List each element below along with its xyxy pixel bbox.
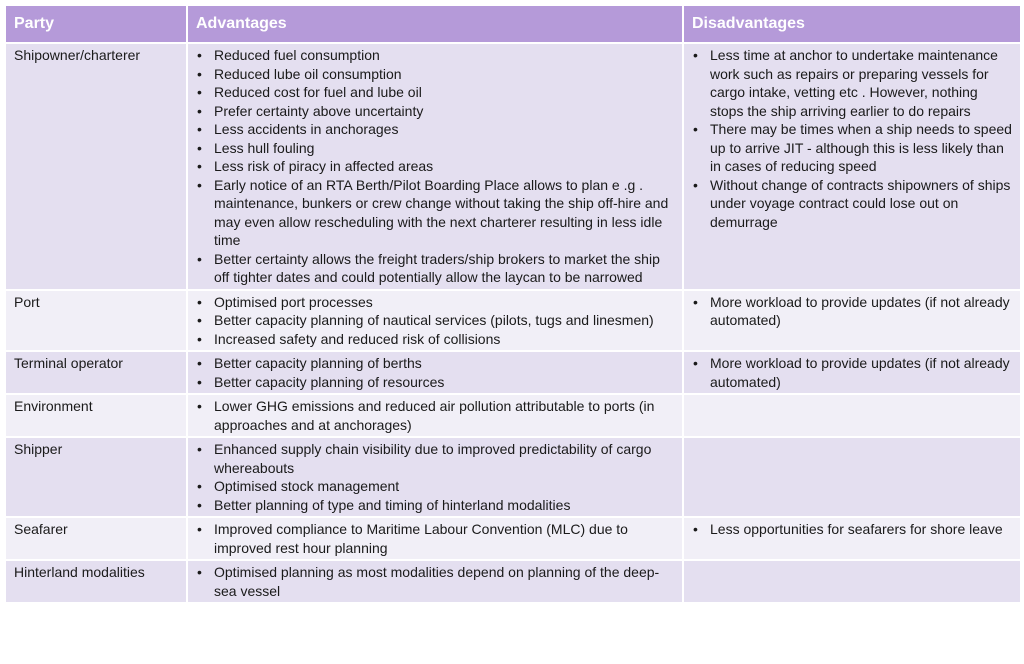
list-item-text: Less accidents in anchorages [214,121,399,137]
bullet-icon: • [197,84,202,100]
disadvantages-list [692,354,1012,391]
list-item [692,176,1012,232]
bullet-icon: • [197,139,202,156]
list-item [196,311,674,330]
list-item [196,563,674,600]
advantages-list [196,563,674,600]
disadvantages-cell [683,351,1021,394]
list-item-text: Enhanced supply chain visibility due to improved predictability of cargo whereabouts [214,441,652,476]
bullet-icon: • [197,176,202,193]
list-item-text: Better capacity planning of nautical services (pilots, tugs and linesmen) [214,312,654,328]
bullet-icon: • [197,250,202,267]
list-item [196,83,674,102]
list-item-text: Reduced lube oil consumption [214,65,402,82]
bullet-icon: • [197,158,202,174]
table-row [5,43,1021,290]
list-item-text: Better capacity planning of resources [214,373,445,390]
bullet-icon: • [693,176,698,193]
bullet-icon: • [693,293,698,310]
list-item-text: Without change of contracts shipowners of ships under voyage contract could lose out on demurrage [710,176,1011,230]
header-row [5,5,1021,43]
list-item-text: Optimised port processes [214,293,373,310]
bullet-icon: • [197,330,202,347]
list-item-text: Less time at anchor to undertake maintenance work such as repairs or preparing vessels for cargo intake, vetting etc . However, nothing stops the ship arriving earlier to do repairs [710,47,998,119]
advantages-cell [187,290,683,352]
bullet-icon: • [197,355,202,371]
list-item-text: Prefer certainty above uncertainty [214,102,424,119]
bullet-icon: • [197,478,202,494]
list-item [196,354,674,373]
list-item-text: Improved compliance to Maritime Labour Convention (MLC) due to improved rest hour planning [214,521,628,556]
list-item [196,120,674,139]
comparison-table [4,4,1022,604]
list-item [196,330,674,349]
bullet-icon: • [197,441,202,457]
list-item-text: Less hull fouling [214,139,315,156]
list-item-text: There may be times when a ship needs to speed up to arrive JIT - although this is less likely than in cases of reducing speed [710,121,1012,174]
table-row [5,437,1021,517]
bullet-icon: • [197,121,202,137]
list-item [196,293,674,312]
list-item-text: Reduced fuel consumption [214,47,380,63]
bullet-icon: • [197,521,202,537]
party-cell: Seafarer [5,517,187,560]
disadvantages-cell [683,437,1021,517]
advantages-cell [187,43,683,290]
bullet-icon: • [197,65,202,82]
party-cell: Port [5,290,187,352]
list-item [196,139,674,158]
list-item-text: Reduced cost for fuel and lube oil [214,84,422,100]
list-item [692,293,1012,330]
bullet-icon: • [693,47,698,63]
list-item-text: Less risk of piracy in affected areas [214,158,434,174]
advantages-list [196,397,674,434]
advantages-cell [187,517,683,560]
list-item-text: Less opportunities for seafarers for shore leave [710,521,1003,537]
party-cell: Shipowner/charterer [5,43,187,290]
header-advantages: Advantages [187,5,683,43]
table-row [5,290,1021,352]
list-item [196,520,674,557]
list-item-text: Better certainty allows the freight traders/ship brokers to market the ship off tighter dates and could potentially allow the laycan to be narrowed [214,250,660,285]
list-item-text: More workload to provide updates (if not already automated) [710,293,1010,328]
header-party: Party [5,5,187,43]
list-item-text: Lower GHG emissions and reduced air pollution attributable to ports (in approaches and at anchorages) [214,398,655,433]
advantages-cell [187,560,683,603]
bullet-icon: • [197,496,202,513]
advantages-list [196,440,674,514]
bullet-icon: • [197,293,202,310]
list-item-text: Increased safety and reduced risk of collisions [214,330,501,347]
bullet-icon: • [693,121,698,137]
table-row [5,517,1021,560]
disadvantages-list [692,46,1012,231]
advantages-cell [187,351,683,394]
list-item [196,176,674,250]
header-disadvantages: Disadvantages [683,5,1021,43]
bullet-icon: • [197,398,202,414]
list-item-text: Early notice of an RTA Berth/Pilot Boarding Place allows to plan e .g . maintenance, bunkers or crew change without taking the ship off-hire and may even allow rescheduling with the next charterer resulting in less idle time [214,176,669,248]
advantages-list [196,520,674,557]
party-cell: Hinterland modalities [5,560,187,603]
disadvantages-cell [683,560,1021,603]
list-item-text: Better capacity planning of berths [214,355,422,371]
list-item [692,520,1012,539]
disadvantages-cell [683,290,1021,352]
advantages-list [196,293,674,349]
list-item-text: Optimised planning as most modalities depend on planning of the deep-sea vessel [214,564,660,599]
bullet-icon: • [693,355,698,371]
list-item-text: Better planning of type and timing of hinterland modalities [214,496,571,513]
party-cell: Terminal operator [5,351,187,394]
list-item [196,477,674,496]
list-item [196,496,674,515]
party-cell: Shipper [5,437,187,517]
table-row [5,394,1021,437]
advantages-list [196,46,674,287]
list-item [196,397,674,434]
list-item-text: More workload to provide updates (if not already automated) [710,355,1010,390]
disadvantages-list [692,520,1012,539]
bullet-icon: • [197,564,202,580]
list-item [196,65,674,84]
table-row [5,351,1021,394]
bullet-icon: • [693,521,698,537]
bullet-icon: • [197,373,202,390]
disadvantages-cell [683,43,1021,290]
list-item [196,440,674,477]
disadvantages-cell [683,394,1021,437]
list-item [196,46,674,65]
list-item [196,373,674,392]
bullet-icon: • [197,47,202,63]
disadvantages-cell [683,517,1021,560]
party-cell: Environment [5,394,187,437]
bullet-icon: • [197,102,202,119]
list-item [692,354,1012,391]
advantages-list [196,354,674,391]
advantages-cell [187,437,683,517]
list-item [692,120,1012,176]
bullet-icon: • [197,312,202,328]
disadvantages-list [692,293,1012,330]
list-item [196,250,674,287]
list-item [196,102,674,121]
list-item-text: Optimised stock management [214,478,400,494]
table-row [5,560,1021,603]
advantages-cell [187,394,683,437]
list-item [692,46,1012,120]
list-item [196,157,674,176]
